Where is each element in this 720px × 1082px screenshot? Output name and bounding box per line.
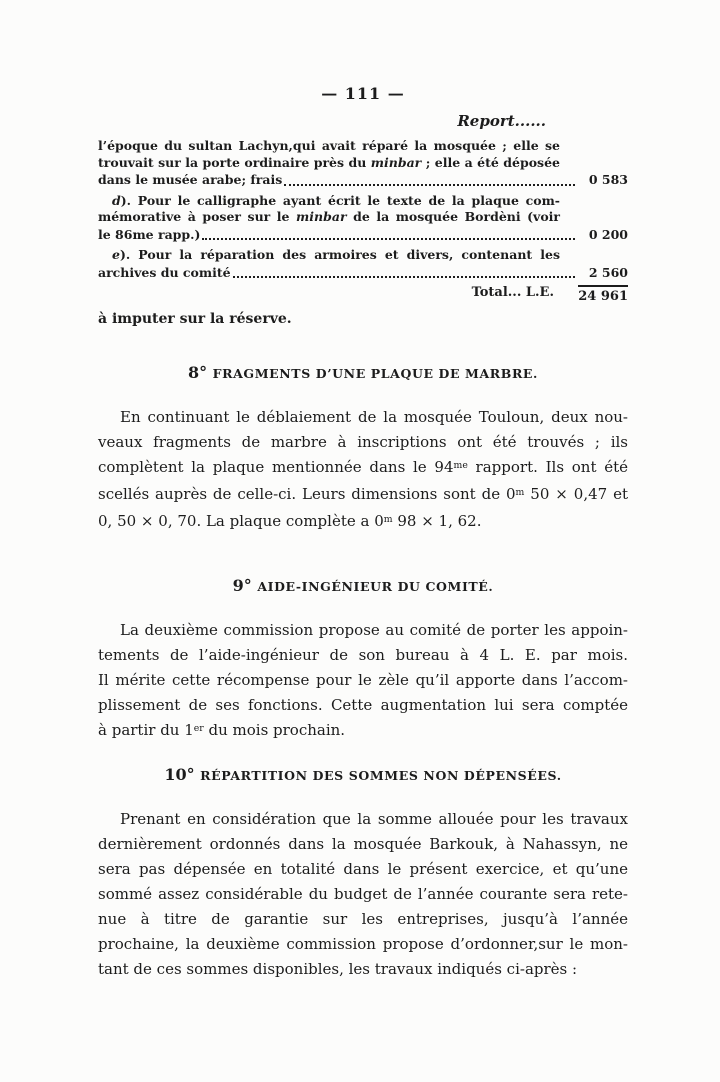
text-line [98,718,628,745]
text-line [98,957,628,982]
report-sections [0,363,720,982]
total-label: Total... L.E. [471,285,554,300]
text-segment: Il mérite cette récompense pour le zèle qu’il apporte dans l’accom- [98,671,628,689]
text-line [98,857,628,882]
text-segment: 50 × 0,47 et [524,485,628,503]
section-heading [98,765,628,784]
text-line [98,907,628,932]
section-paragraph [98,405,628,536]
report-carryover-label: Report...... [457,112,546,130]
text-segment: scellés auprès de celle-ci. Leurs dimensions sont de 0 [98,485,516,503]
ledger-entry [98,138,628,189]
dot-leader [233,264,575,279]
section-title: RÉPARTITION DES SOMMES NON DÉPENSÉES. [200,768,562,783]
text-line [98,509,628,536]
text-line [98,932,628,957]
text-line [98,265,231,282]
section-repartition-sommes [98,765,628,982]
ledger-entry [98,247,628,281]
total-amount: 24 961 [578,285,628,304]
text-segment: prochaine, la deuxième commission propose d’ordonner,sur le mon- [98,935,628,953]
text-line [98,227,200,244]
section-heading [98,363,628,382]
text-segment: du mois prochain. [203,721,346,739]
section-number: 9° [232,576,258,595]
ledger-entry [98,193,628,244]
text-segment: ). Pour la réparation des armoires et divers, contenant les [119,247,560,262]
superscript: m [383,513,393,525]
text-line [98,138,628,155]
text-segment: En continuant le déblaiement de la mosquée Touloun, deux nou- [120,408,628,426]
text-line [98,832,628,857]
section-aide-ingenieur [98,576,628,745]
text-segment: ; elle a été déposée [421,154,560,170]
section-number: 8° [187,363,213,382]
reserve-note: à imputer sur la réserve. [98,311,292,327]
total-row [98,285,628,304]
section-title: AIDE-INGÉNIEUR DU COMITÉ. [257,579,494,594]
text-segment: sera pas dépensée en totalité dans le présent exercice, et qu’une [98,860,628,878]
page-content [98,84,628,281]
expense-ledger [98,138,628,281]
text-line [98,882,628,907]
page-number: — 111 — [321,84,405,103]
text-line [98,172,282,189]
text-segment: de la mosquée Bordèni (voir [346,209,560,224]
italic-term: d [112,192,121,208]
section-number: 10° [164,765,201,784]
text-segment: plissement de ses fonctions. Cette augmentation lui sera comptée [98,696,628,714]
text-line [98,643,628,668]
entry-amount: 0 583 [588,172,628,187]
text-segment: l’époque du sultan Lachyn,qui avait réparé la mosquée ; elle se [98,138,560,153]
ledger-amount-row [98,226,628,244]
text-segment: archives du comité [98,264,231,280]
dot-leader [284,171,575,186]
text-segment: dans le musée arabe; frais [98,172,283,187]
text-line [98,455,628,482]
text-segment: 0, 50 × 0, 70. La plaque complète a 0 [98,512,384,530]
text-segment: tant de ces sommes disponibles, les travaux indiqués ci-après : [98,960,578,978]
italic-term: minbar [296,209,347,224]
text-segment: La deuxième commission propose au comité de porter les appoin- [120,621,628,639]
text-line [98,405,628,430]
text-line [98,807,628,832]
section-paragraph [98,807,628,982]
section-fragments-plaque-marbre [98,363,628,536]
text-line [98,693,628,718]
superscript: me [453,459,468,471]
superscript: er [193,722,204,734]
text-segment: dernièrement ordonnés dans la mosquée Barkouk, à Nahassyn, ne [98,835,628,853]
italic-term: e [112,247,120,262]
entry-amount: 2 560 [588,264,628,280]
text-line [98,482,628,509]
text-segment: nue à titre de garantie sur les entreprises, jusqu’à l’année [98,910,628,928]
section-heading [98,576,628,595]
text-segment: complètent la plaque mentionnée dans le 94 [98,458,454,476]
text-segment: rapport. Ils ont été [467,458,628,476]
text-segment: tements de l’aide-ingénieur de son bureau à 4 L. E. par mois. [98,646,628,664]
italic-term: minbar [370,154,422,170]
section-paragraph [98,618,628,745]
text-segment: veaux fragments de marbre à inscriptions ont été trouvés ; ils [98,433,628,451]
text-segment: trouvait sur la porte ordinaire près du [98,154,371,170]
text-segment: 98 × 1, 62. [392,512,482,530]
text-segment: sommé assez considérable du budget de l’année courante sera rete- [98,885,628,903]
superscript: m [515,486,525,498]
text-line [98,668,628,693]
text-segment: ). Pour le calligraphe ayant écrit le texte de la plaque com- [120,192,560,208]
text-segment: mémorative à poser sur le [98,209,297,224]
section-title: FRAGMENTS D’UNE PLAQUE DE MARBRE. [212,366,539,381]
text-line [98,430,628,455]
text-line [98,247,628,264]
text-line [98,155,628,172]
entry-amount: 0 200 [588,226,628,242]
text-segment: à partir du 1 [98,721,194,739]
text-line [98,209,628,226]
text-line [98,618,628,643]
text-segment: le 86me rapp.) [98,226,201,242]
text-line [98,193,628,210]
dot-leader [202,226,575,241]
ledger-amount-row [98,264,628,282]
text-segment: Prenant en considération que la somme allouée pour les travaux [120,810,628,828]
ledger-amount-row [98,171,628,189]
